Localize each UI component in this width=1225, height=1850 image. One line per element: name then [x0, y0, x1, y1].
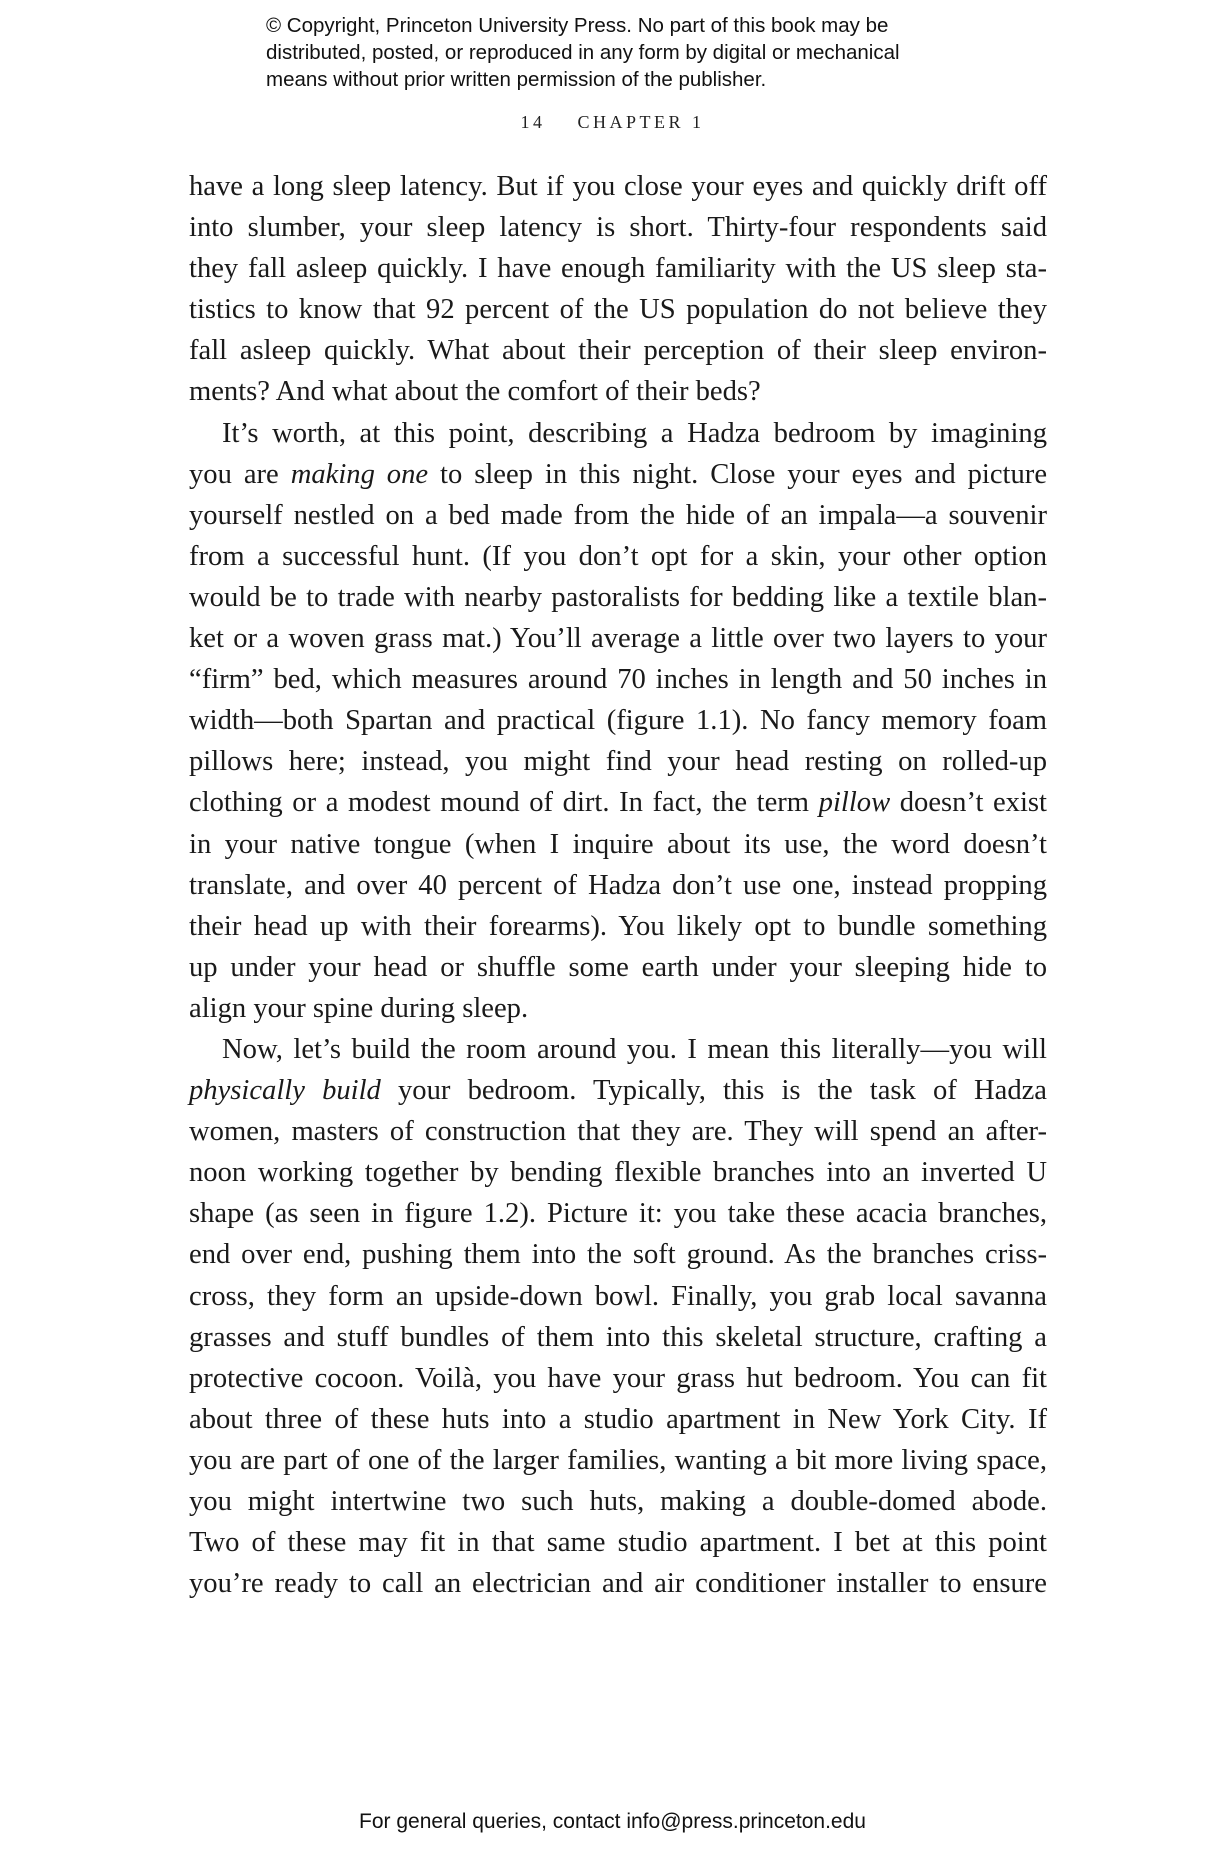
- text-line: translate, and over 40 percent of Hadza don’t use one, instead propping: [189, 869, 1047, 901]
- text-line: physically build your bedroom. Typically, this is the task of Hadza: [189, 1075, 1047, 1107]
- text-line: ments? And what about the comfort of their beds?: [189, 376, 761, 408]
- text-line: in your native tongue (when I inquire about its use, the word doesn’t: [189, 828, 1047, 860]
- copyright-line: © Copyright, Princeton University Press. No part of this book may be: [266, 14, 889, 37]
- text-line: you are making one to sleep in this night. Close your eyes and picture: [189, 458, 1048, 490]
- text-line: would be to trade with nearby pastoralists for bedding like a textile blan-: [189, 581, 1047, 613]
- body-text: [189, 166, 1047, 1604]
- text-line: their head up with their forearms). You likely opt to bundle something: [189, 910, 1047, 942]
- text-line: from a successful hunt. (If you don’t opt for a skin, your other option: [189, 540, 1047, 572]
- text-line: align your spine during sleep.: [189, 992, 529, 1024]
- text-line: width—both Spartan and practical (figure 1.1). No fancy memory foam: [189, 705, 1047, 737]
- text-line: shape (as seen in figure 1.2). Picture it: you take these acacia branches,: [189, 1198, 1047, 1230]
- text-line: ket or a woven grass mat.) You’ll average a little over two layers to your: [189, 623, 1047, 655]
- text-line: into slumber, your sleep latency is short. Thirty-four respondents said: [189, 212, 1047, 244]
- text-line: tistics to know that 92 percent of the US population do not believe they: [189, 294, 1047, 326]
- paragraph: [189, 413, 1047, 1029]
- page-number: 14: [520, 112, 546, 132]
- text-line: end over end, pushing them into the soft ground. As the branches criss-: [189, 1239, 1047, 1271]
- text-line: cross, they form an upside-down bowl. Finally, you grab local savanna: [189, 1280, 1047, 1312]
- text-line: grasses and stuff bundles of them into this skeletal structure, crafting a: [189, 1321, 1047, 1353]
- text-line: clothing or a modest mound of dirt. In fact, the term pillow doesn’t exist: [189, 787, 1047, 819]
- text-line: you are part of one of the larger families, wanting a bit more living space,: [189, 1444, 1047, 1476]
- paragraph: [189, 166, 1047, 413]
- text-line: protective cocoon. Voilà, you have your grass hut bedroom. You can fit: [189, 1362, 1047, 1394]
- text-line: they fall asleep quickly. I have enough familiarity with the US sleep sta-: [189, 253, 1047, 285]
- text-line: pillows here; instead, you might find your head resting on rolled-up: [189, 746, 1047, 778]
- copyright-notice: [266, 12, 1006, 93]
- text-line: women, masters of construction that they are. They will spend an after-: [189, 1116, 1047, 1148]
- italic-text: making one: [290, 458, 429, 490]
- text-line: noon working together by bending flexible branches into an inverted U: [189, 1157, 1047, 1189]
- text-line: up under your head or shuffle some earth under your sleeping hide to: [189, 951, 1047, 983]
- text-line: It’s worth, at this point, describing a Hadza bedroom by imagining: [222, 417, 1047, 449]
- italic-text: physically build: [189, 1075, 381, 1107]
- copyright-line: means without prior written permission of the publisher.: [266, 68, 767, 91]
- chapter-label: CHAPTER 1: [577, 112, 705, 132]
- text-line: about three of these huts into a studio apartment in New York City. If: [189, 1403, 1047, 1435]
- text-line: yourself nestled on a bed made from the hide of an impala—a souvenir: [189, 499, 1047, 531]
- paragraph: [189, 1029, 1047, 1604]
- text-line: Two of these may fit in that same studio apartment. I bet at this point: [189, 1527, 1047, 1559]
- running-head: [0, 112, 1225, 133]
- italic-text: pillow: [818, 787, 891, 819]
- text-line: you might intertwine two such huts, making a double-domed abode.: [189, 1486, 1047, 1517]
- footer-contact: For general queries, contact info@press.princeton.edu: [359, 1810, 866, 1833]
- text-line: “firm” bed, which measures around 70 inches in length and 50 inches in: [189, 664, 1047, 696]
- text-line: fall asleep quickly. What about their perception of their sleep environ-: [189, 335, 1047, 367]
- text-line: Now, let’s build the room around you. I mean this literally—you will: [222, 1033, 1047, 1065]
- copyright-line: distributed, posted, or reproduced in any form by digital or mechanical: [266, 41, 900, 64]
- text-line: have a long sleep latency. But if you close your eyes and quickly drift off: [189, 171, 1047, 202]
- text-line: you’re ready to call an electrician and air conditioner installer to ensure: [189, 1568, 1047, 1600]
